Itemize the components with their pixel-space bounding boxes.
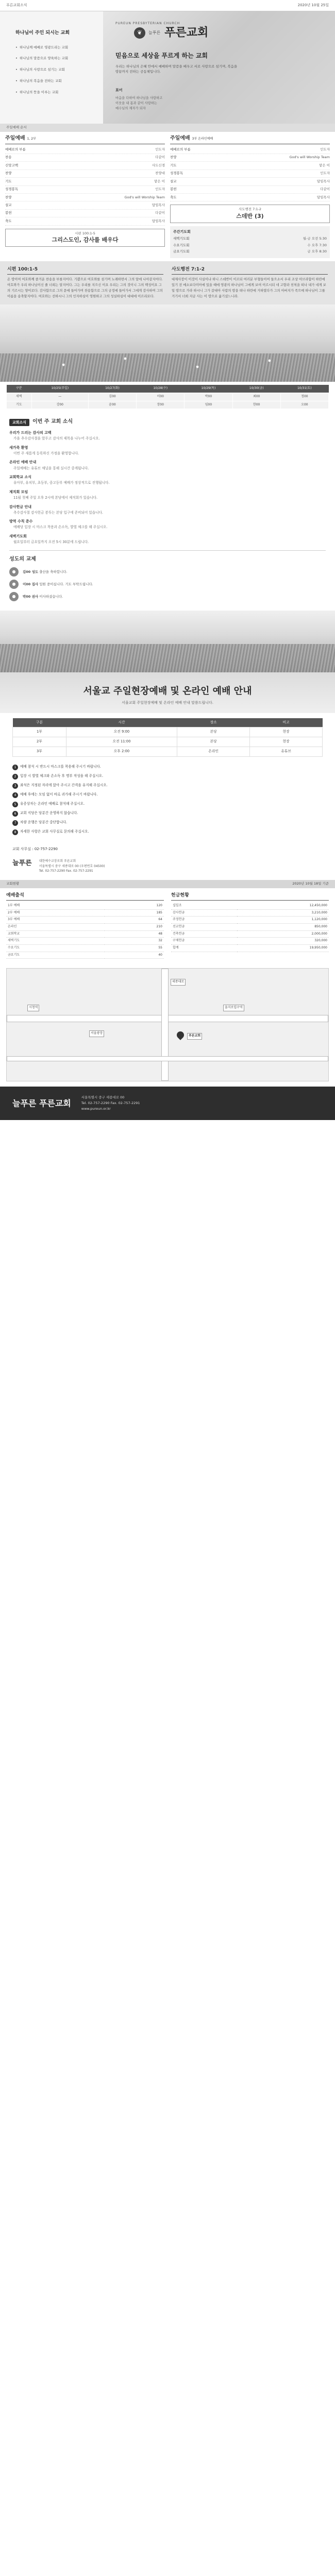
bottom-church-name: 늘푸른 푸른교회 — [12, 1098, 71, 1109]
table-row: 1부 오전 9:00 본당 현장 — [13, 727, 323, 737]
table-row: 교회학교 48 — [6, 930, 164, 938]
hero-bullets — [15, 45, 92, 95]
attendance-stats — [6, 892, 164, 959]
news-item: 방역 수칙 준수 예배당 입장 시 마스크 착용과 손소독, 발열 체크를 해 주십시오. — [9, 519, 108, 530]
divider — [9, 550, 326, 551]
church-english-name: PUREUN PRESBYTERIAN CHURCH — [115, 22, 180, 25]
notice-items — [0, 762, 335, 843]
header-date: 2020년 10월 25일 — [297, 3, 329, 8]
news-item: 교회학교 소식 유아부, 유치부, 초등부, 중고등부 예배가 정상적으로 진행됩니다. — [9, 475, 110, 485]
table-row: 1부 예배 120 — [6, 903, 164, 909]
prayer-row: 수요기도회 수 오후 7:30 — [173, 243, 327, 247]
table-row: 건축헌금 2,000,000 — [171, 930, 329, 938]
person-item: ● 박00 권사 이사하셨습니다. — [9, 592, 326, 601]
table-row: 합계 19,950,000 — [171, 944, 329, 952]
meadow-photo — [0, 304, 335, 382]
location-pin-icon — [175, 1030, 186, 1040]
news-heading — [9, 418, 326, 426]
worship-row: 신앙고백 사도신경 — [5, 162, 165, 170]
news-title: 이번 주 교회 소식 — [32, 419, 73, 425]
header-left: 푸른교회소식 — [6, 3, 27, 8]
grass-texture — [0, 353, 335, 382]
notice-table — [12, 718, 323, 757]
notice-item: 6 교회 식당은 당분간 운영하지 않습니다. — [12, 810, 323, 817]
worship-order — [0, 132, 335, 261]
news-badge: 교회소식 — [9, 419, 29, 426]
sermon-verse: 시편 100:1-5 — [75, 231, 95, 235]
office-contact: 교회 사무실 : 02-757-2290 — [12, 846, 58, 851]
worship-row: 찬송 다같이 — [5, 154, 165, 162]
worship-row: 설교 담임목사 — [170, 178, 330, 185]
top-bar — [0, 0, 335, 11]
location-map[interactable] — [6, 968, 329, 1081]
motto-line: 이웃을 내 몸과 같이 사랑하는 — [115, 101, 157, 106]
footer-logo: 늘푸른 — [12, 859, 32, 868]
table-row: 구제헌금 320,000 — [171, 938, 329, 945]
worship-row: 예배로의 부름 인도자 — [5, 146, 165, 154]
map-label: 시청역 — [27, 1005, 39, 1011]
worship-row: 봉헌 다같이 — [5, 210, 165, 217]
church-stats — [0, 888, 335, 963]
table-row: 기도 강00 윤00 장00 임00 한00 오00 — [7, 401, 329, 409]
hero-quote: 하나님이 주인 되시는 교회 — [15, 30, 70, 36]
worship-title: 주일예배 1, 2부 — [5, 135, 36, 141]
offering-table — [171, 903, 329, 952]
worship-head — [5, 135, 165, 144]
news-item: 감사헌금 안내 추수감사절 감사헌금 봉투는 본당 입구에 준비되어 있습니다. — [9, 504, 103, 515]
footer-line: 대한예수교장로회 푸른교회 — [39, 859, 76, 863]
meadow-photo-2 — [0, 611, 335, 672]
scripture-text: 온 땅이여 여호와께 즐거운 찬송을 부를지어다. 기쁨으로 여호와를 섬기며 노래하면서 그의 앞에 나아갈지어다. 여호와가 우리 하나님이신 줄 너희는 알지어다. 그는 우리를 지으신 이요 우리는 그의 것이니 그의 백성이요 그의 기르시는 양이로다. 감사함으로 그의 문에 들어가며 찬송함으로 그의 궁정에 들어가서 그에게 감사하며 그의 이름을 송축할지어다. 여호와는 선하시니 그의 인자하심이 영원하고 그의 성실하심이 대대에 이르리로다. — [7, 278, 163, 299]
person-icon: ● — [9, 592, 19, 601]
worship-row: 기도 맡은 이 — [5, 178, 165, 185]
notice-hero — [0, 672, 335, 713]
stats-bar — [0, 880, 335, 888]
notice-title: 서울교 주일현장예배 및 온라인 예배 안내 — [83, 686, 252, 697]
table-row: 3부 오후 2:00 온라인 유튜브 — [13, 747, 323, 757]
table-row: 주정헌금 1,120,000 — [171, 917, 329, 924]
bottom-address: 서울특별시 중구 세종대로 00 — [81, 1095, 125, 1100]
vision-body: 우리는 하나님의 은혜 안에서 예배하며 말씀을 배우고 서로 사랑으로 섬기며, 복음을 땅끝까지 전하는 공동체입니다. — [115, 64, 238, 74]
table-row: 새벽기도 32 — [6, 938, 164, 945]
worship-row: 성경봉독 인도자 — [170, 170, 330, 178]
notice-item: 8 자세한 사항은 교회 사무실로 문의해 주십시오. — [12, 829, 323, 835]
scripture-text: 대제사장이 이것이 사실이냐 하니 스데반이 이르되 여러분 부형들이여 들으소서 우리 조상 아브라함이 하란에 있기 전 메소보다미아에 있을 때에 영광의 하나님이 그에게 보여 이르시되 네 고향과 친척을 떠나 내가 네게 보일 땅으로 가라 하시니 그가 갈대아 사람의 땅을 떠나 하란에 거하였다가 그의 아버지가 죽으매 하나님이 그를 거기서 너희 지금 사는 이 땅으로 옮기셨느니라. — [172, 278, 326, 299]
notice-item: 3 좌석은 지정된 자리에 앉아 주시고 간격을 유지해 주십시오. — [12, 783, 323, 789]
sermon-box — [170, 205, 330, 223]
duty-calendar — [0, 382, 335, 412]
worship-rows — [170, 146, 330, 202]
motto-line: 마음을 다하여 하나님을 사랑하고 — [115, 96, 163, 100]
sermon-box — [5, 229, 165, 247]
table-row: 온라인 210 — [6, 923, 164, 930]
hero-section — [0, 11, 335, 124]
worship-row: 봉헌 다같이 — [170, 186, 330, 194]
leaf-icon: ❦ — [134, 27, 145, 39]
hero-bullet: • 하나님의 사랑으로 섬기는 교회 — [15, 67, 92, 73]
church-logo — [134, 25, 208, 41]
stats-bar-title: 교회현황 — [6, 882, 20, 886]
hero-bullet: • 하나님께 예배로 영광드리는 교회 — [15, 45, 92, 50]
bulletin-page — [0, 0, 335, 1120]
person-icon: ● — [9, 567, 19, 577]
bottom-website[interactable]: www.pureun.or.kr — [81, 1107, 111, 1111]
table-header-row: 구분 시간 장소 비고 — [13, 718, 323, 727]
scripture-col — [7, 266, 163, 299]
attendance-title: 예배출석 — [6, 892, 164, 901]
sermon-title: 그리스도인, 감사를 배우다 — [52, 236, 119, 244]
scripture-title: 사도행전 7:1-2 — [172, 266, 328, 275]
worship-section-bar: 주일예배 순서 — [0, 124, 335, 132]
table-header-row: 구분 10/25(주일) 10/27(화) 10/28(수) 10/29(목) 10/30(금) 10/31(토) — [7, 385, 329, 393]
worship-row: 예배로의 부름 인도자 — [170, 146, 330, 154]
worship-row: 찬양 God's will Worship Team — [5, 194, 165, 201]
worship-row: 설교 담임목사 — [5, 201, 165, 209]
notice-item: 5 유증상자는 온라인 예배로 참석해 주십시오. — [12, 801, 323, 807]
attendance-table — [6, 903, 164, 959]
motto-line: 예수님의 제자가 되자 — [115, 107, 146, 111]
duty-table — [6, 385, 329, 409]
notice-table-wrap — [0, 718, 335, 757]
worship-row: 축도 담임목사 — [5, 217, 165, 225]
footer-info — [0, 855, 335, 880]
offering-stats — [171, 892, 329, 959]
vision-title: 믿음으로 세상을 푸르게 하는 교회 — [115, 52, 208, 59]
scripture-section — [0, 261, 335, 304]
map-label: 서울광장 — [89, 1030, 104, 1037]
prayer-row: 금요기도회 금 오후 8:30 — [173, 249, 327, 254]
footer-line: Tel. 02-757-2290 Fax. 02-757-2291 — [39, 869, 93, 873]
fellowship-heading: 성도의 교제 — [9, 556, 36, 562]
motto-title: 표어 — [115, 88, 123, 92]
worship-row: 찬양 찬양대 — [5, 170, 165, 178]
map-label: 을지로입구역 — [223, 1005, 244, 1011]
road — [7, 1056, 328, 1061]
church-vision — [115, 52, 239, 74]
table-row: 감사헌금 3,210,000 — [171, 909, 329, 917]
prayer-meetings-title: 주간기도회 — [173, 229, 191, 234]
hero-left — [0, 11, 103, 124]
news-item: 우리가 드리는 감사의 고백 가을 추수감사절을 앞두고 감사의 제목을 나누어 주십시오. — [9, 430, 100, 441]
motto-block — [115, 88, 249, 111]
hero-right — [103, 11, 335, 124]
sermon-title: 스데반 (3) — [236, 212, 264, 219]
person-icon: ● — [9, 580, 19, 589]
bottom-phone: Tel. 02-757-2290 Fax. 02-757-2291 — [81, 1101, 140, 1106]
worship-row: 찬양 God's will Worship Team — [170, 154, 330, 162]
worship-rows — [5, 146, 165, 226]
person-item: ● 이00 집사 입원 중이십니다. 기도 부탁드립니다. — [9, 580, 326, 589]
table-row: 2부 예배 185 — [6, 909, 164, 917]
table-row: 십일조 12,450,000 — [171, 903, 329, 909]
notice-item: 7 차량 운행은 당분간 중단합니다. — [12, 820, 323, 826]
scripture-title: 시편 100:1-5 — [7, 266, 163, 275]
footer-line: 서울특별시 중구 세종대로 00 (우편번호 04500) — [39, 864, 105, 868]
news-item: 제직회 모임 11월 첫째 주일 오후 2시에 본당에서 제직회가 있습니다. — [9, 489, 98, 500]
news-item: 새벽기도회 월요일부터 금요일까지 오전 5시 30분에 드립니다. — [9, 534, 89, 545]
worship-row: 축도 담임목사 — [170, 194, 330, 201]
table-row: 2부 오전 11:00 본당 현장 — [13, 737, 323, 747]
stats-bar-date: 2020년 10월 18일 기준 — [292, 882, 329, 886]
hero-bullet: • 하나님의 뜻을 이루는 교회 — [15, 90, 92, 95]
logo-small-text: 늘푸른 — [148, 30, 161, 36]
worship-row: 성경봉독 인도자 — [5, 186, 165, 194]
prayer-meetings — [170, 226, 330, 258]
worship-col-main — [5, 135, 165, 258]
bottom-banner — [0, 1087, 335, 1120]
notice-item: 4 예배 후에는 모임 없이 바로 귀가해 주시기 바랍니다. — [12, 792, 323, 798]
logo-main-text: 푸른교회 — [164, 26, 209, 39]
offering-title: 헌금현황 — [171, 892, 329, 901]
table-row: 수요기도 55 — [6, 944, 164, 952]
grass-texture — [0, 644, 335, 672]
map-label: 세종대로 — [171, 979, 186, 986]
table-row: 금요기도 40 — [6, 952, 164, 959]
table-row: 3부 예배 64 — [6, 917, 164, 924]
hero-bullet: • 하나님의 말씀으로 양육하는 교회 — [15, 56, 92, 61]
news-item: 새가족 환영 이번 주 새롭게 등록하신 가정을 환영합니다. — [9, 445, 79, 455]
worship-col-online — [170, 135, 330, 258]
notice-item: 2 입장 시 발열 체크와 손소독 후 명부 작성을 해 주십시오. — [12, 773, 323, 779]
church-news — [0, 412, 335, 611]
news-item: 온라인 예배 안내 주일예배는 유튜브 채널을 통해 실시간 중계됩니다. — [9, 460, 89, 470]
notice-item: 1 예배 참석 시 반드시 마스크를 착용해 주시기 바랍니다. — [12, 764, 323, 770]
worship-row: 기도 맡은 이 — [170, 162, 330, 170]
person-item: ● 김00 성도 출산을 축하합니다. — [9, 567, 326, 577]
worship-head — [170, 135, 330, 144]
table-row: 선교헌금 850,000 — [171, 923, 329, 930]
worship-title: 주일예배 3부 온라인예배 — [170, 135, 213, 141]
hero-bullet: • 하나님의 복음을 전하는 교회 — [15, 79, 92, 84]
notice-subtitle: 서울교회 주일현장예배 및 온라인 예배 안내 말씀드립니다. — [122, 701, 213, 705]
prayer-row: 새벽기도회 월-금 오전 5:30 — [173, 236, 327, 241]
sermon-verse: 사도행전 7:1-2 — [238, 207, 262, 212]
table-row: 새벽 — 김00 이00 박00 최00 정00 — [7, 393, 329, 401]
road — [161, 969, 169, 1081]
map-label-church: 푸른교회 — [187, 1033, 202, 1040]
scripture-col — [172, 266, 328, 299]
